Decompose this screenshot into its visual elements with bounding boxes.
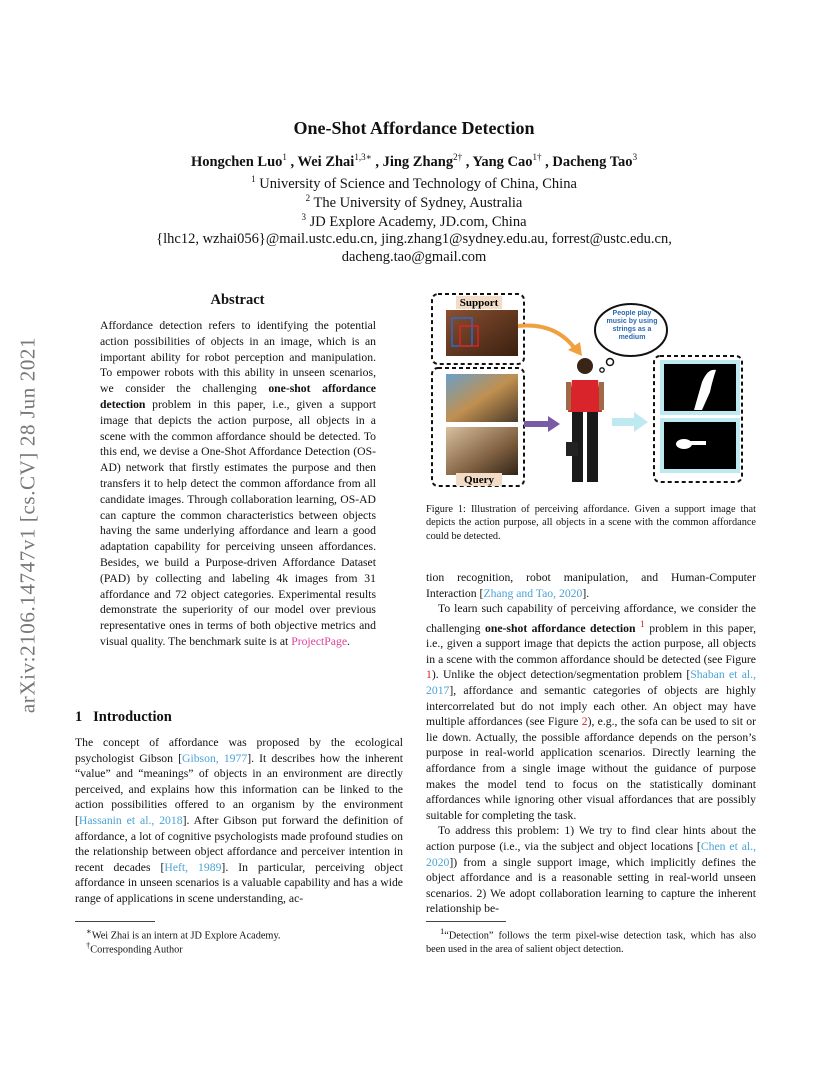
citation-link[interactable]: Gibson, 1977 bbox=[182, 751, 248, 765]
body-text: ]. bbox=[582, 586, 590, 600]
purple-arrowhead bbox=[548, 416, 560, 432]
purple-arrow bbox=[524, 421, 548, 427]
affiliation bbox=[0, 193, 828, 212]
abstract-heading: Abstract bbox=[210, 292, 265, 308]
body-text: ]. In particular, perceiving object affordance in unseen scenarios is a valuable capability and has a wide range of applications in scene understanding, ac- bbox=[75, 860, 403, 905]
cyan-arrow bbox=[612, 418, 634, 426]
author: Dacheng Tao bbox=[552, 153, 633, 170]
section-title: Introduction bbox=[93, 709, 172, 725]
person-arm bbox=[566, 382, 571, 410]
footnote-mark: † bbox=[86, 940, 91, 950]
author-sup: 1,3∗ bbox=[354, 152, 372, 162]
figure-caption: Figure 1: Illustration of perceiving affordance. Given a support image that depicts the action purpose, all objects in a scene with the common affordance could be detected. bbox=[426, 504, 756, 542]
author-list: Hongchen Luo$^1$ , Wei Zhai$^{1,3∗}$ , Jing Zhang$^{2\dagger}$ , Yang Cao$^{1\dagger}$ , Dacheng Tao$^3$ bbox=[190, 152, 638, 170]
aff-text: University of Science and Technology of China, China bbox=[259, 175, 577, 192]
bubble-dot bbox=[607, 359, 614, 366]
abstract-text: problem in this paper, i.e., given a support image that depicts the action purpose, all objects in a scene with the common affordance should be detected. To this end, we devise a One-Shot Affordance Detection (OS-AD) network that firstly estimates the purpose and then transfers it to help detect the common affordance from all candidate images. Through collaboration learning, OS-AD can capture the common characteristics between objects having the same underlying affordance and learn a good adaptation capability for perceiving unseen affordances. Besides, we build a Purpose-driven Affordance Dataset (PAD) by collecting and labeling 4k images from 31 affordance and 72 object categories. Experimental results demonstrate the superiority of our model over previous representative ones in terms of both objective metrics and visual quality. The benchmark suite is at bbox=[100, 397, 376, 648]
body-text: tion recognition, robot manipulation, and Human-Computer Interaction [ bbox=[426, 571, 756, 600]
footnote-text: “Detection” follows the term pixel-wise detection task, which has also been used in the area of salient object detection. bbox=[426, 930, 756, 955]
project-page-link[interactable]: ProjectPage bbox=[291, 634, 348, 648]
body-text: The concept of affordance was proposed by the ecological psychologist Gibson [ bbox=[75, 736, 403, 765]
citation-link[interactable]: Heft, 1989 bbox=[164, 860, 222, 874]
person-leg bbox=[587, 412, 598, 482]
intro-left-column bbox=[75, 735, 403, 907]
footnote-mark: 1 bbox=[440, 926, 445, 936]
author: Wei Zhai bbox=[297, 153, 355, 170]
author: Hongchen Luo bbox=[190, 153, 283, 170]
figure-ref-link[interactable]: 1 bbox=[426, 668, 432, 682]
support-label: Support bbox=[459, 297, 499, 309]
author: Yang Cao bbox=[472, 153, 533, 170]
body-text: ]) from a single support image, which implicitly defines the object affordance and is a reasonable setting in real-world unseen scenarios. 2) We adopt collaboration learning to capture the inherent relationship be- bbox=[426, 855, 756, 916]
footnote-text: Wei Zhai is an intern at JD Explore Academy. bbox=[91, 930, 281, 942]
footnote-text: Corresponding Author bbox=[90, 944, 183, 956]
bubble-dot bbox=[600, 368, 604, 372]
figure-ref-link[interactable]: 2 bbox=[581, 715, 588, 729]
affiliation bbox=[0, 174, 828, 193]
citation-link[interactable]: Shaban et al., 2017 bbox=[426, 668, 756, 698]
cyan-arrowhead bbox=[634, 412, 648, 432]
citation-link[interactable]: Hassanin et al., 2018 bbox=[78, 813, 183, 827]
mask-2-guitar bbox=[676, 439, 692, 449]
abstract-bold: one-shot affordance detection bbox=[100, 382, 376, 411]
orange-arrow bbox=[518, 326, 576, 351]
footnote-rule bbox=[426, 921, 506, 922]
body-text: ]. It describes how the inherent “value” and “meanings” of objects in an environment are directly perceived, and explains how this information can be linked to the action possibilities offered to an organism by the environment [ bbox=[75, 751, 404, 827]
abstract-text: Affordance detection refers to identifying the potential action possibilities of objects in an image, which is an important ability for robot perception and manipulation. To empower robots with this ability in unseen scenarios, we consider the challenging bbox=[100, 319, 376, 396]
emails-line: dacheng.tao@gmail.com bbox=[341, 249, 487, 265]
citation-link[interactable]: Chen et al., 2020 bbox=[426, 839, 756, 869]
support-image bbox=[446, 310, 518, 356]
abstract-body bbox=[100, 318, 376, 650]
arxiv-stamp bbox=[8, 290, 48, 760]
section-heading bbox=[75, 709, 172, 726]
person-shirt bbox=[568, 380, 602, 412]
bubble-text-wrap bbox=[604, 310, 660, 352]
paper-title: One-Shot Affordance Detection bbox=[293, 118, 535, 138]
query-label: Query bbox=[464, 474, 494, 486]
footnote-ref[interactable]: 1 bbox=[639, 618, 645, 630]
person-head bbox=[577, 358, 593, 374]
mask-2-neck bbox=[690, 441, 706, 445]
author-sup: 2† bbox=[453, 152, 463, 162]
footnote-mark: ∗ bbox=[86, 926, 92, 936]
figure-1 bbox=[426, 292, 756, 494]
person-bag bbox=[566, 442, 578, 456]
body-text: To address this problem: 1) We try to find clear hints about the action purpose (i.e., via the subject and object locations [ bbox=[426, 824, 756, 853]
author-sup: 1 bbox=[282, 152, 287, 162]
body-text: To learn such capability of perceiving affordance, we consider the challenging bbox=[426, 602, 756, 635]
footnote-rule bbox=[75, 921, 155, 922]
section-number: 1 bbox=[75, 709, 83, 725]
body-text: ). Unlike the object detection/segmentation problem [ bbox=[431, 668, 691, 682]
footnote bbox=[426, 925, 756, 956]
bubble-text: People play music by using strings as a medium bbox=[606, 310, 658, 341]
bold-text: one-shot affordance detection bbox=[485, 621, 636, 635]
body-text: ], affordance and semantic categories of objects are highly intercorrelated but do not imply each other. An object may have multiple affordances (see Figure bbox=[426, 684, 756, 729]
intro-right-column bbox=[426, 570, 756, 917]
body-text: problem in this paper, i.e., given a support image that depicts the action purpose, all objects in a scene with the common affordance should be detected (see Figure bbox=[426, 621, 756, 666]
abstract-text: . bbox=[347, 634, 350, 648]
mask-2 bbox=[664, 422, 736, 469]
aff-text: JD Explore Academy, JD.com, China bbox=[309, 213, 527, 230]
emails-line: {lhc12, wzhai056}@mail.ustc.edu.cn, jing.zhang1@sydney.edu.au, forrest@ustc.edu.cn, bbox=[156, 231, 672, 247]
body-text: ), e.g., the sofa can be used to sit or lie down. Actually, the possible affordance depends on the person’s purpose in real-world application scenarios. Directly learning the affordance from a single image without the guidance of purpose makes the model tend to focus on the statistically dominant affordances while ignoring other visual affordances that are possibly suitable for completing the task. bbox=[426, 715, 756, 822]
author: Jing Zhang bbox=[382, 153, 454, 170]
person-arm bbox=[599, 382, 604, 410]
footnote bbox=[86, 939, 406, 957]
aff-text: The University of Sydney, Australia bbox=[313, 194, 523, 211]
arxiv-id: arXiv:2106.14747v1 [cs.CV] 28 Jun 2021 bbox=[15, 336, 40, 714]
citation-link[interactable]: Zhang and Tao, 2020 bbox=[483, 586, 583, 600]
aff-sup: 1 bbox=[251, 174, 256, 184]
author-sup: 3 bbox=[632, 152, 638, 162]
query-image-1 bbox=[446, 374, 518, 422]
body-text: ]. After Gibson put forward the definition of affordance, a lot of cognitive psychologists made profound studies on the relationship between object affordance and perceiver intention in recent decades [ bbox=[75, 813, 403, 874]
author-sup: 1† bbox=[532, 152, 542, 162]
affiliation bbox=[0, 212, 828, 231]
aff-sup: 3 bbox=[301, 212, 306, 222]
query-image-2 bbox=[446, 427, 518, 475]
aff-sup: 2 bbox=[305, 193, 311, 203]
